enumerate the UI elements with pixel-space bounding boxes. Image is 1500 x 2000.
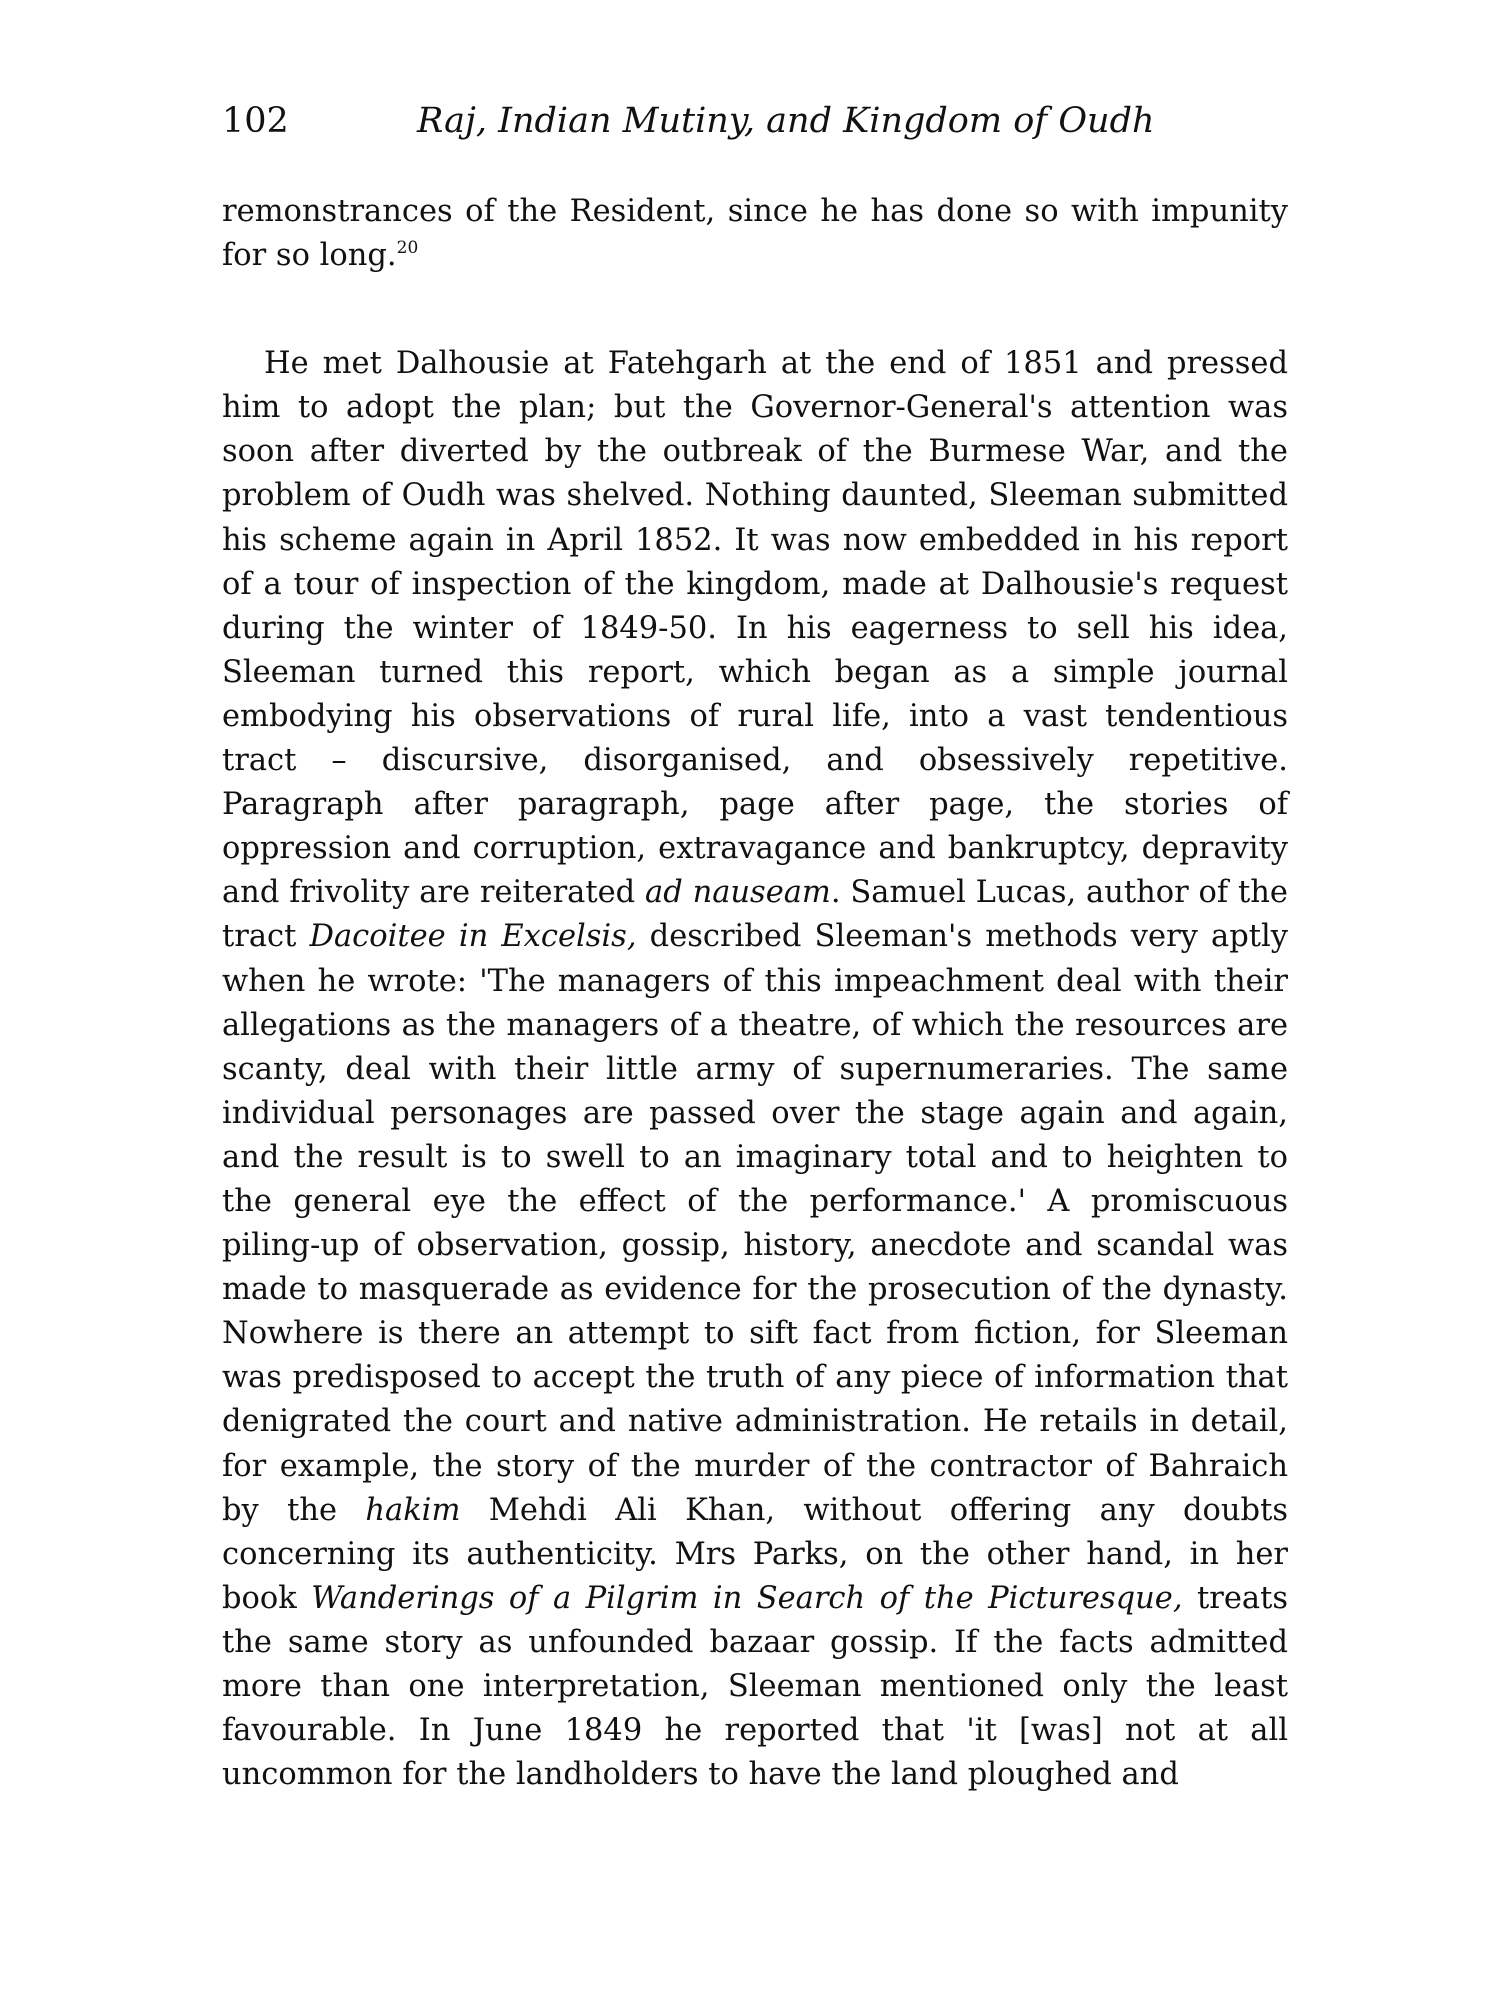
continuation-paragraph <box>222 190 1288 278</box>
italic-term-hakim: hakim <box>365 1492 461 1528</box>
body-text <box>222 190 1288 1797</box>
page-number: 102 <box>222 101 289 141</box>
footnote-reference: 20 <box>396 238 419 259</box>
italic-title-wanderings: Wanderings of a Pilgrim in Search of the Picturesque, <box>311 1580 1183 1616</box>
main-paragraph <box>222 342 1288 1797</box>
paragraph-text-2: . Samuel Lucas, author of the tract <box>222 875 1288 955</box>
paragraph-text-3: described Sleeman's methods very aptly when he wrote: 'The managers of this impeachment deal with their allegations as the managers of a theatre, of which the resources are scanty, deal with their little army of supernumeraries. The same individual personages are passed over the stage again and again, and the result is to swell to an imaginary total and to heighten to the general eye the effect of the performance.' A promiscuous piling-up of observation, gossip, history, anecdote and scandal was made to masquerade as evidence for the prosecution of the dynasty. Nowhere is there an attempt to sift fact from fiction, for Sleeman was predisposed to accept the truth of any piece of information that denigrated the court and native administration. He retails in detail, for example, the story of the murder of the contractor of Bahraich by the <box>222 919 1288 1528</box>
italic-title-dacoitee: Dacoitee in Excelsis, <box>309 919 637 955</box>
paragraph-text-5: treats the same story as unfounded bazaar gossip. If the facts admitted more than one interpretation, Sleeman mentioned only the least favourable. In June 1849 he reported that 'it [was] not at all uncommon for the landholders to have the land ploughed and <box>222 1580 1288 1793</box>
paragraph-text-1: He met Dalhousie at Fatehgarh at the end of 1851 and pressed him to adopt the plan; but the Governor-General's attention was soon after diverted by the outbreak of the Burmese War, and the problem of Oudh was shelved. Nothing daunted, Sleeman submitted his scheme again in April 1852. It was now embedded in his report of a tour of inspection of the kingdom, made at Dalhousie's request during the winter of 1849-50. In his eagerness to sell his idea, Sleeman turned this report, which began as a simple journal embodying his observations of rural life, into a vast tendentious tract – discursive, disorganised, and obsessively repetitive. Paragraph after paragraph, page after page, the stories of oppression and corruption, extravagance and bankruptcy, depravity and frivolity are reiterated <box>222 346 1288 911</box>
paragraph-text-4: Mehdi Ali Khan, without offering any doubts concerning its authenticity. Mrs Parks, on the other hand, in her book <box>222 1492 1288 1616</box>
running-head <box>222 96 1302 146</box>
running-title: Raj, Indian Mutiny, and Kingdom of Oudh <box>417 101 1155 141</box>
italic-phrase-ad-nauseam: ad nauseam <box>645 875 831 911</box>
continuation-text: remonstrances of the Resident, since he has done so with impunity for so long. <box>222 194 1288 274</box>
